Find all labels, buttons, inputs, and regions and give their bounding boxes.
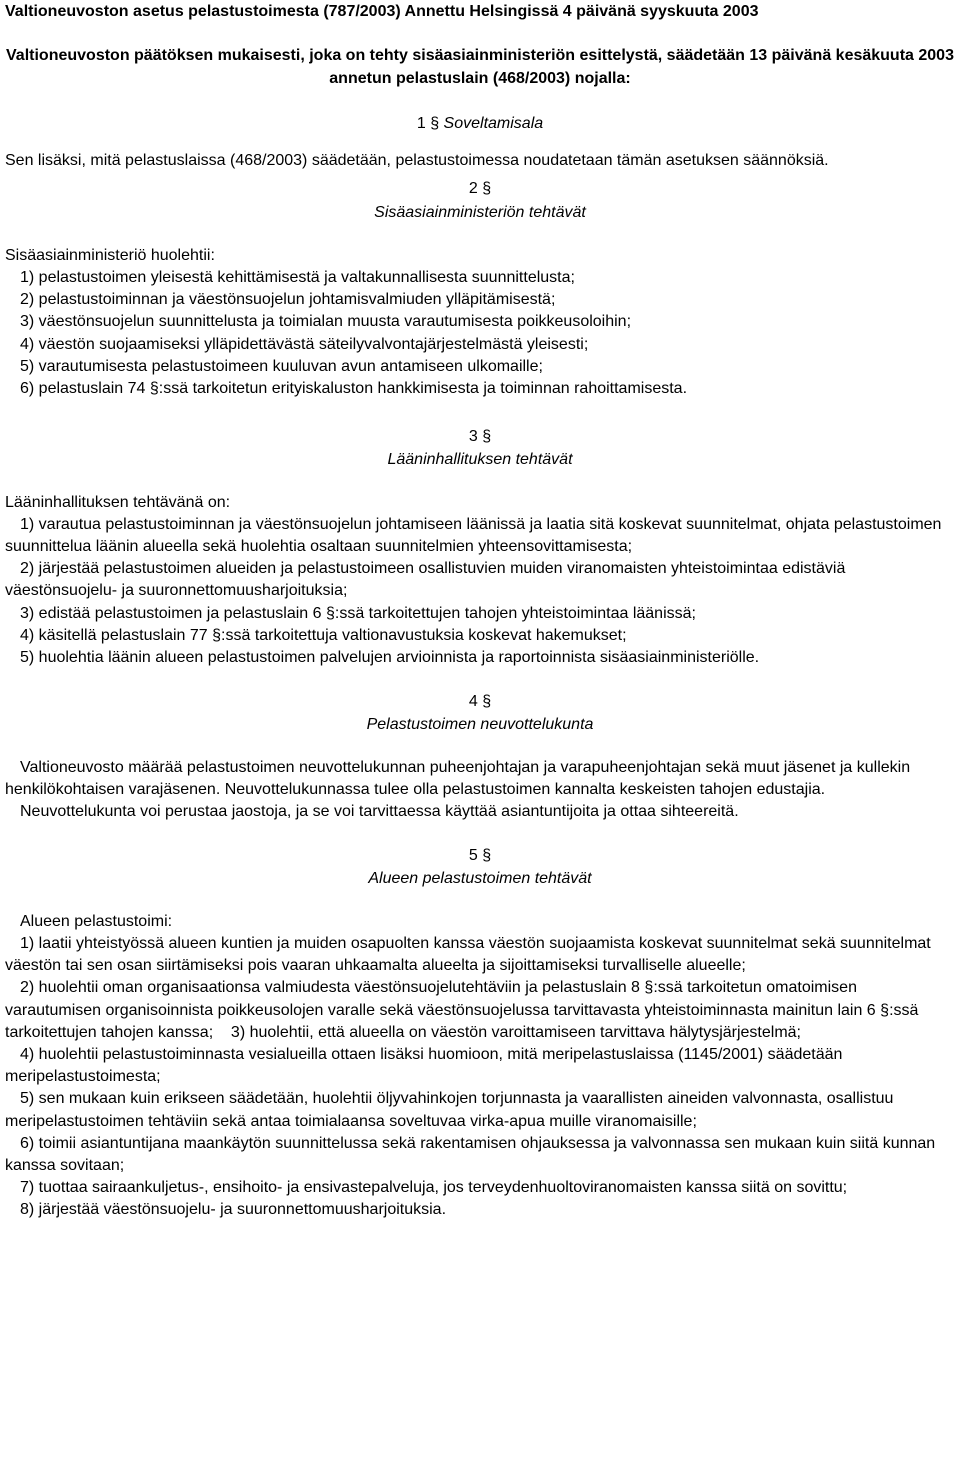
section-3-list: [5, 514, 955, 669]
item-text: :ssä tarkoitettujen tahojen kanssa;: [5, 1001, 919, 1041]
list-item: [5, 977, 955, 1044]
section-3-number-line: [5, 426, 955, 448]
list-item: 6) toimii asiantuntijana maankäytön suunnittelussa sekä rakentamisen ohjauksessa ja valvonnassa sen mukaan kuin siitä kunnan kanssa sovitaan;: [5, 1134, 936, 1174]
section-symbol: §: [482, 180, 492, 198]
section-symbol: §: [430, 115, 440, 132]
section-3-number: 3: [468, 428, 478, 446]
item-text: 3) edistää pelastustoimen ja pelastuslain 6: [20, 604, 322, 622]
section-symbol: §: [482, 428, 492, 446]
section-symbol: §: [212, 626, 222, 644]
list-item: 1) pelastustoimen yleisestä kehittämisestä ja valtakunnallisesta suunnittelusta;: [20, 269, 575, 287]
item-text: 4) käsitellä pelastuslain 77: [20, 626, 208, 644]
item-text: :ssä tarkoitettuja valtionavustuksia koskevat hakemukset;: [221, 626, 627, 644]
item-text: 6) pelastuslain 74: [20, 380, 146, 398]
section-2-title: Sisäasiainministeriön tehtävät: [374, 203, 586, 221]
list-item: 3) väestönsuojelun suunnittelusta ja toimialan muusta varautumisesta poikkeusoloihin;: [20, 313, 632, 331]
list-item: 2) pelastustoiminnan ja väestönsuojelun johtamisvalmiuden ylläpitämisestä;: [20, 291, 556, 309]
section-2-list: [5, 267, 955, 400]
item-text: 2) huolehtii oman organisaationsa valmiudesta väestönsuojelutehtäviin ja pelastuslain 8: [20, 979, 640, 997]
section-3-title: Lääninhallituksen tehtävät: [387, 451, 573, 469]
section-symbol: §: [482, 693, 492, 711]
list-item: 1) laatii yhteistyössä alueen kuntien ja muiden osapuolten kanssa väestön suojaamista koskevat suunnitelmat sekä suunnitelmat väestön tai sen osan siirtämiseksi pois vaaran uhkaamalta alueelta ja sijoittamiseksi turvalliselle alueelle;: [5, 934, 931, 975]
document-page: [5, 0, 955, 1222]
section-5-title: Alueen pelastustoimen tehtävät: [368, 870, 592, 888]
section-symbol: §: [482, 847, 492, 865]
list-item: 5) varautumisesta pelastustoimeen kuuluvan avun antamiseen ulkomaille;: [20, 357, 543, 375]
list-item: 4) väestön suojaamiseksi ylläpidettävästä säteilyvalvontajärjestelmästä yleisesti;: [20, 335, 589, 353]
section-1-title: Soveltamisala: [443, 115, 544, 132]
section-5-number-line: [5, 845, 955, 867]
document-title: Valtioneuvoston asetus pelastustoimesta (787/2003) Annettu Helsingissä 4 päivänä syyskuuta 2003: [5, 3, 759, 20]
list-item: 7) tuottaa sairaankuljetus-, ensihoito- ja ensivastepalveluja, jos terveydenhuoltoviranomaisten kanssa siitä on sovittu;: [20, 1179, 848, 1197]
list-item: 2) järjestää pelastustoimen alueiden ja pelastustoimeen osallistuvien muiden viranomaisten yhteistoimintaa edistäviä väestönsuojelu- ja suuronnettomuusharjoituksia;: [5, 560, 846, 600]
section-5-list: [5, 933, 955, 1222]
section-4-number-line: [5, 691, 955, 713]
section-symbol: §: [325, 604, 335, 622]
item-text: 3) huolehtii, että alueella on väestön varoittamiseen tarvittava hälytysjärjestelmä;: [230, 1023, 801, 1041]
list-item: [5, 378, 955, 400]
list-item: 1) varautua pelastustoiminnan ja väestönsuojelun johtamiseen läänissä ja laatia sitä koskevat suunnitelmat, ohjata pelastustoimen suunnittelua läänin alueella sekä huolehtia osaltaan suunnitelmien yhteensovittamisesta;: [5, 515, 942, 556]
section-5-intro: Alueen pelastustoimi:: [20, 912, 173, 930]
section-symbol: §: [880, 1001, 890, 1019]
list-item: 5) sen mukaan kuin erikseen säädetään, huolehtii öljyvahinkojen torjunnasta ja vaarallisten aineiden valvonnasta, osallistuu meripelastustoimen tehtäviin sekä antaa toimialaansa soveltuvaa virka-apua muille viranomaisille;: [5, 1090, 894, 1130]
list-item: [5, 625, 955, 647]
section-4-title: Pelastustoimen neuvottelukunta: [366, 716, 594, 734]
section-2-number: 2: [468, 180, 478, 198]
section-3-intro: Lääninhallituksen tehtävänä on:: [5, 493, 231, 511]
item-text: :ssä tarkoitetun omatoimisen varautumisen organisoinnista poikkeusolojen varalle sekä väestönsuojelussa tarvittavasta yhteistoiminnasta mainitun lain 6: [5, 979, 876, 1019]
section-4-paragraph-2: Neuvottelukunta voi perustaa jaostoja, ja se voi tarvittaessa käyttää asiantuntijoita ja ottaa sihteereitä.: [20, 803, 739, 821]
section-2-number-line: [5, 178, 955, 200]
section-1-text: Sen lisäksi, mitä pelastuslaissa (468/2003) säädetään, pelastustoimessa noudatetaan tämän asetuksen säännöksiä.: [5, 152, 829, 170]
section-symbol: §: [644, 979, 654, 997]
list-item: 5) huolehtia läänin alueen pelastustoimen palvelujen arvioinnista ja raportoinnista sisäasiainministeriölle.: [20, 649, 760, 667]
list-item: [5, 603, 955, 625]
item-text: :ssä tarkoitetun erityiskaluston hankkimisesta ja toiminnan rahoittamisesta.: [158, 380, 688, 398]
list-item: 8) järjestää väestönsuojelu- ja suuronnettomuusharjoituksia.: [20, 1201, 447, 1219]
section-2-intro: Sisäasiainministeriö huolehtii:: [5, 246, 215, 264]
section-1-number: 1: [416, 115, 426, 132]
item-text: :ssä tarkoitettujen tahojen yhteistoimintaa läänissä;: [334, 604, 696, 622]
section-4-number: 4: [468, 693, 478, 711]
section-symbol: §: [149, 380, 159, 398]
section-4-paragraph-1: Valtioneuvosto määrää pelastustoimen neuvottelukunnan puheenjohtajan ja varapuheenjohtajan sekä muut jäsenet ja kullekin henkilökohtaisen varajäsenen. Neuvottelukunnassa tulee olla pelastustoimen kannalta keskeisten tahojen edustajia.: [5, 758, 911, 798]
list-item: 4) huolehtii pelastustoiminnasta vesialueilla ottaen lisäksi huomioon, mitä meripelastuslaissa (1145/2001) säädetään meripelastustoimesta;: [5, 1045, 843, 1086]
section-1-heading: [5, 113, 955, 135]
preamble: Valtioneuvoston päätöksen mukaisesti, joka on tehty sisäasiainministeriön esittelystä, säädetään 13 päivänä kesäkuuta 2003 annetun pelastuslain (468/2003) nojalla:: [6, 47, 954, 87]
section-5-number: 5: [468, 847, 478, 865]
